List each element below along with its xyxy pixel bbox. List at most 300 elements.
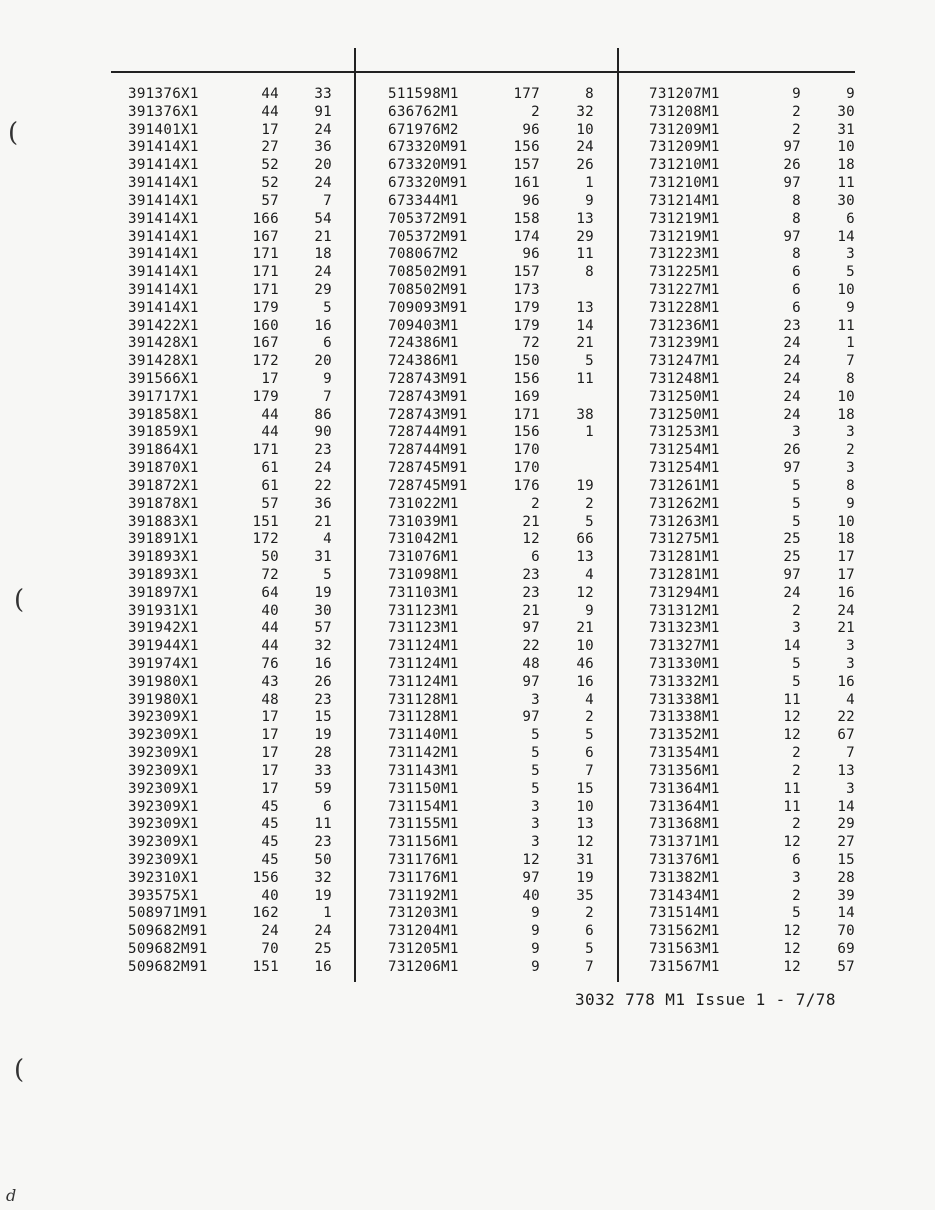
figure-number: 167 xyxy=(252,335,279,352)
part-number: 724386M1 xyxy=(388,353,459,370)
figure-number: 97 xyxy=(783,139,801,156)
table-row xyxy=(649,353,855,371)
item-number: 1 xyxy=(323,905,332,922)
figure-number: 24 xyxy=(783,388,801,405)
figure-number: 3 xyxy=(531,816,540,833)
table-row xyxy=(649,834,855,852)
table-row xyxy=(649,567,855,585)
item-number: 2 xyxy=(585,905,594,922)
figure-number: 23 xyxy=(522,566,540,583)
item-number: 24 xyxy=(314,264,332,281)
item-number: 11 xyxy=(837,175,855,192)
figure-number: 24 xyxy=(783,584,801,601)
part-number: 731103M1 xyxy=(388,584,459,601)
figure-number: 173 xyxy=(513,281,540,298)
figure-number: 167 xyxy=(252,228,279,245)
figure-number: 5 xyxy=(792,495,801,512)
table-row xyxy=(388,371,606,389)
item-number: 39 xyxy=(837,887,855,904)
part-number: 724386M1 xyxy=(388,335,459,352)
table-row xyxy=(649,585,855,603)
table-row xyxy=(388,264,606,282)
item-number: 30 xyxy=(837,192,855,209)
column-divider-2 xyxy=(617,48,619,982)
table-row xyxy=(388,905,606,923)
part-number: 731154M1 xyxy=(388,798,459,815)
part-number: 673320M91 xyxy=(388,139,468,156)
table-row xyxy=(388,407,606,425)
figure-number: 11 xyxy=(783,798,801,815)
part-number: 731209M1 xyxy=(649,139,720,156)
item-number: 18 xyxy=(837,531,855,548)
part-number: 392309X1 xyxy=(128,727,199,744)
item-number: 31 xyxy=(837,121,855,138)
item-number: 7 xyxy=(846,745,855,762)
figure-number: 45 xyxy=(261,816,279,833)
part-number: 508971M91 xyxy=(128,905,208,922)
table-row xyxy=(128,531,346,549)
item-number: 91 xyxy=(314,103,332,120)
table-row xyxy=(128,282,346,300)
table-row xyxy=(388,300,606,318)
item-number: 16 xyxy=(314,656,332,672)
item-number: 66 xyxy=(576,531,594,548)
table-row xyxy=(128,424,346,442)
part-number: 731312M1 xyxy=(649,602,720,619)
figure-number: 12 xyxy=(783,727,801,744)
item-number: 67 xyxy=(837,727,855,744)
table-row xyxy=(128,959,346,977)
item-number: 8 xyxy=(585,86,594,102)
figure-number: 52 xyxy=(261,157,279,174)
table-row xyxy=(649,246,855,264)
figure-number: 166 xyxy=(252,210,279,227)
table-row xyxy=(388,122,606,140)
table-row xyxy=(388,282,606,300)
table-row xyxy=(649,282,855,300)
table-row xyxy=(128,549,346,567)
part-number: 728744M91 xyxy=(388,442,468,459)
part-number: 731294M1 xyxy=(649,584,720,601)
part-number: 391897X1 xyxy=(128,584,199,601)
margin-mark: ( xyxy=(14,1055,25,1085)
item-number: 57 xyxy=(837,958,855,975)
table-row xyxy=(388,246,606,264)
item-number: 16 xyxy=(837,584,855,601)
figure-number: 5 xyxy=(531,762,540,779)
table-row xyxy=(128,514,346,532)
table-row xyxy=(128,763,346,781)
item-number: 30 xyxy=(837,103,855,120)
table-row xyxy=(128,656,346,674)
item-number: 6 xyxy=(585,745,594,762)
item-number: 5 xyxy=(585,353,594,370)
figure-number: 12 xyxy=(783,958,801,975)
item-number: 2 xyxy=(846,442,855,459)
table-row xyxy=(649,799,855,817)
item-number: 9 xyxy=(846,86,855,102)
item-number: 9 xyxy=(846,495,855,512)
figure-number: 21 xyxy=(522,513,540,530)
part-number: 391717X1 xyxy=(128,388,199,405)
item-number: 3 xyxy=(846,246,855,263)
figure-number: 172 xyxy=(252,531,279,548)
part-number: 731209M1 xyxy=(649,121,720,138)
table-row xyxy=(128,745,346,763)
figure-number: 12 xyxy=(783,923,801,940)
item-number: 29 xyxy=(314,281,332,298)
item-number: 22 xyxy=(314,477,332,494)
item-number: 29 xyxy=(576,228,594,245)
item-number: 15 xyxy=(576,780,594,797)
table-row xyxy=(388,157,606,175)
item-number: 11 xyxy=(576,371,594,387)
table-row xyxy=(388,745,606,763)
table-row xyxy=(649,923,855,941)
part-number: 391422X1 xyxy=(128,317,199,334)
table-row xyxy=(128,478,346,496)
table-row xyxy=(649,656,855,674)
figure-number: 179 xyxy=(252,299,279,316)
table-row xyxy=(128,603,346,621)
table-row xyxy=(388,478,606,496)
item-number: 9 xyxy=(323,371,332,387)
table-row xyxy=(128,86,346,104)
item-number: 2 xyxy=(585,495,594,512)
part-number: 731323M1 xyxy=(649,620,720,637)
item-number: 3 xyxy=(846,424,855,441)
item-number: 59 xyxy=(314,780,332,797)
figure-number: 171 xyxy=(513,406,540,423)
figure-number: 96 xyxy=(522,192,540,209)
part-number: 708502M91 xyxy=(388,264,468,281)
figure-number: 48 xyxy=(261,691,279,708)
part-number: 731261M1 xyxy=(649,477,720,494)
figure-number: 45 xyxy=(261,834,279,851)
table-row xyxy=(128,638,346,656)
table-row xyxy=(388,496,606,514)
figure-number: 9 xyxy=(531,958,540,975)
item-number: 7 xyxy=(323,388,332,405)
part-number: 731354M1 xyxy=(649,745,720,762)
parts-column-3 xyxy=(649,86,855,977)
item-number: 1 xyxy=(585,175,594,192)
table-row xyxy=(649,763,855,781)
item-number: 4 xyxy=(585,691,594,708)
item-number: 38 xyxy=(576,406,594,423)
item-number: 10 xyxy=(837,281,855,298)
item-number: 25 xyxy=(314,941,332,957)
part-number: 731250M1 xyxy=(649,406,720,423)
table-row xyxy=(388,514,606,532)
table-row xyxy=(388,674,606,692)
figure-number: 9 xyxy=(531,941,540,957)
figure-number: 57 xyxy=(261,495,279,512)
table-row xyxy=(388,175,606,193)
item-number: 19 xyxy=(576,477,594,494)
figure-number: 97 xyxy=(522,673,540,690)
figure-number: 9 xyxy=(792,86,801,102)
figure-number: 156 xyxy=(513,424,540,441)
table-row xyxy=(649,139,855,157)
item-number: 24 xyxy=(576,139,594,156)
item-number: 23 xyxy=(314,442,332,459)
table-row xyxy=(128,941,346,959)
table-row xyxy=(649,424,855,442)
part-number: 731205M1 xyxy=(388,941,459,957)
figure-number: 25 xyxy=(783,531,801,548)
item-number: 20 xyxy=(314,157,332,174)
figure-number: 157 xyxy=(513,264,540,281)
part-number: 392309X1 xyxy=(128,745,199,762)
table-row xyxy=(388,709,606,727)
part-number: 731275M1 xyxy=(649,531,720,548)
part-number: 391859X1 xyxy=(128,424,199,441)
figure-number: 44 xyxy=(261,620,279,637)
figure-number: 9 xyxy=(531,923,540,940)
item-number: 17 xyxy=(837,549,855,566)
table-row xyxy=(649,888,855,906)
figure-number: 97 xyxy=(522,620,540,637)
figure-number: 45 xyxy=(261,851,279,868)
item-number: 33 xyxy=(314,86,332,102)
figure-number: 52 xyxy=(261,175,279,192)
item-number: 18 xyxy=(314,246,332,263)
table-row xyxy=(128,157,346,175)
figure-number: 2 xyxy=(792,745,801,762)
table-row xyxy=(649,193,855,211)
item-number: 10 xyxy=(837,139,855,156)
table-row xyxy=(649,514,855,532)
table-row xyxy=(649,460,855,478)
figure-number: 5 xyxy=(531,745,540,762)
figure-number: 21 xyxy=(522,602,540,619)
item-number: 13 xyxy=(576,210,594,227)
item-number: 3 xyxy=(846,656,855,672)
table-row xyxy=(649,157,855,175)
figure-number: 17 xyxy=(261,121,279,138)
figure-number: 171 xyxy=(252,246,279,263)
part-number: 731223M1 xyxy=(649,246,720,263)
part-number: 731330M1 xyxy=(649,656,720,672)
figure-number: 179 xyxy=(513,299,540,316)
table-row xyxy=(128,496,346,514)
part-number: 731514M1 xyxy=(649,905,720,922)
part-number: 511598M1 xyxy=(388,86,459,102)
table-row xyxy=(649,674,855,692)
part-number: 731376M1 xyxy=(649,851,720,868)
part-number: 731338M1 xyxy=(649,691,720,708)
figure-number: 5 xyxy=(792,477,801,494)
table-row xyxy=(649,264,855,282)
figure-number: 97 xyxy=(783,228,801,245)
part-number: 391883X1 xyxy=(128,513,199,530)
part-number: 731219M1 xyxy=(649,210,720,227)
table-row xyxy=(388,888,606,906)
figure-number: 96 xyxy=(522,121,540,138)
table-row xyxy=(649,442,855,460)
part-number: 391428X1 xyxy=(128,353,199,370)
part-number: 731263M1 xyxy=(649,513,720,530)
figure-number: 171 xyxy=(252,281,279,298)
figure-number: 162 xyxy=(252,905,279,922)
table-row xyxy=(128,264,346,282)
table-row xyxy=(128,888,346,906)
item-number: 33 xyxy=(314,762,332,779)
part-number: 391401X1 xyxy=(128,121,199,138)
part-number: 673320M91 xyxy=(388,175,468,192)
figure-number: 156 xyxy=(252,869,279,886)
part-number: 731228M1 xyxy=(649,299,720,316)
figure-number: 9 xyxy=(531,905,540,922)
figure-number: 2 xyxy=(792,103,801,120)
part-number: 709093M91 xyxy=(388,299,468,316)
part-number: 731039M1 xyxy=(388,513,459,530)
table-row xyxy=(128,335,346,353)
table-row xyxy=(128,620,346,638)
figure-number: 26 xyxy=(783,442,801,459)
item-number: 32 xyxy=(314,638,332,655)
item-number: 16 xyxy=(314,317,332,334)
figure-number: 8 xyxy=(792,246,801,263)
item-number: 3 xyxy=(846,460,855,477)
part-number: 708067M2 xyxy=(388,246,459,263)
part-number: 391414X1 xyxy=(128,264,199,281)
part-number: 392310X1 xyxy=(128,869,199,886)
figure-number: 27 xyxy=(261,139,279,156)
part-number: 391893X1 xyxy=(128,566,199,583)
part-number: 509682M91 xyxy=(128,923,208,940)
table-row xyxy=(649,104,855,122)
table-row xyxy=(128,353,346,371)
figure-number: 97 xyxy=(783,175,801,192)
part-number: 731140M1 xyxy=(388,727,459,744)
figure-number: 25 xyxy=(783,549,801,566)
item-number: 16 xyxy=(576,673,594,690)
part-number: 728743M91 xyxy=(388,371,468,387)
part-number: 671976M2 xyxy=(388,121,459,138)
part-number: 731225M1 xyxy=(649,264,720,281)
part-number: 391893X1 xyxy=(128,549,199,566)
item-number: 24 xyxy=(314,923,332,940)
table-row xyxy=(649,816,855,834)
table-row xyxy=(649,531,855,549)
figure-number: 170 xyxy=(513,460,540,477)
figure-number: 22 xyxy=(522,638,540,655)
table-row xyxy=(388,549,606,567)
item-number: 10 xyxy=(576,121,594,138)
part-number: 731562M1 xyxy=(649,923,720,940)
table-row xyxy=(649,549,855,567)
table-row xyxy=(128,318,346,336)
figure-number: 61 xyxy=(261,460,279,477)
figure-number: 5 xyxy=(792,673,801,690)
figure-number: 14 xyxy=(783,638,801,655)
figure-number: 72 xyxy=(522,335,540,352)
figure-number: 174 xyxy=(513,228,540,245)
table-row xyxy=(388,353,606,371)
item-number: 11 xyxy=(576,246,594,263)
table-row xyxy=(388,870,606,888)
item-number: 6 xyxy=(585,923,594,940)
table-row xyxy=(128,674,346,692)
table-row xyxy=(388,193,606,211)
part-number: 731248M1 xyxy=(649,371,720,387)
part-number: 731239M1 xyxy=(649,335,720,352)
table-row xyxy=(649,638,855,656)
figure-number: 8 xyxy=(792,210,801,227)
item-number: 7 xyxy=(846,353,855,370)
item-number: 19 xyxy=(576,869,594,886)
item-number: 22 xyxy=(837,709,855,726)
table-row xyxy=(128,300,346,318)
item-number: 31 xyxy=(314,549,332,566)
part-number: 731206M1 xyxy=(388,958,459,975)
figure-number: 24 xyxy=(783,371,801,387)
table-row xyxy=(128,781,346,799)
item-number: 3 xyxy=(846,780,855,797)
figure-number: 3 xyxy=(531,834,540,851)
part-number: 731281M1 xyxy=(649,566,720,583)
figure-number: 151 xyxy=(252,958,279,975)
item-number: 12 xyxy=(576,834,594,851)
part-number: 391872X1 xyxy=(128,477,199,494)
figure-number: 2 xyxy=(792,602,801,619)
table-row xyxy=(388,727,606,745)
item-number: 21 xyxy=(576,335,594,352)
figure-number: 43 xyxy=(261,673,279,690)
figure-number: 161 xyxy=(513,175,540,192)
table-row xyxy=(388,318,606,336)
part-number: 731338M1 xyxy=(649,709,720,726)
item-number: 2 xyxy=(585,709,594,726)
part-number: 391414X1 xyxy=(128,175,199,192)
figure-number: 64 xyxy=(261,584,279,601)
figure-number: 171 xyxy=(252,264,279,281)
figure-number: 2 xyxy=(792,816,801,833)
part-number: 731042M1 xyxy=(388,531,459,548)
table-row xyxy=(649,371,855,389)
part-number: 708502M91 xyxy=(388,281,468,298)
part-number: 391414X1 xyxy=(128,281,199,298)
table-row xyxy=(649,211,855,229)
item-number: 6 xyxy=(323,798,332,815)
table-row xyxy=(649,407,855,425)
table-row xyxy=(128,104,346,122)
table-row xyxy=(649,175,855,193)
table-row xyxy=(388,941,606,959)
figure-number: 17 xyxy=(261,745,279,762)
item-number: 5 xyxy=(585,727,594,744)
item-number: 18 xyxy=(837,406,855,423)
figure-number: 12 xyxy=(783,834,801,851)
part-number: 391931X1 xyxy=(128,602,199,619)
figure-number: 8 xyxy=(792,192,801,209)
item-number: 8 xyxy=(846,371,855,387)
part-number: 731214M1 xyxy=(649,192,720,209)
part-number: 731210M1 xyxy=(649,175,720,192)
table-row xyxy=(128,923,346,941)
part-number: 731236M1 xyxy=(649,317,720,334)
table-row xyxy=(128,442,346,460)
figure-number: 150 xyxy=(513,353,540,370)
part-number: 731124M1 xyxy=(388,673,459,690)
item-number: 15 xyxy=(837,851,855,868)
part-number: 392309X1 xyxy=(128,834,199,851)
table-row xyxy=(128,246,346,264)
table-row xyxy=(388,603,606,621)
item-number: 12 xyxy=(576,584,594,601)
